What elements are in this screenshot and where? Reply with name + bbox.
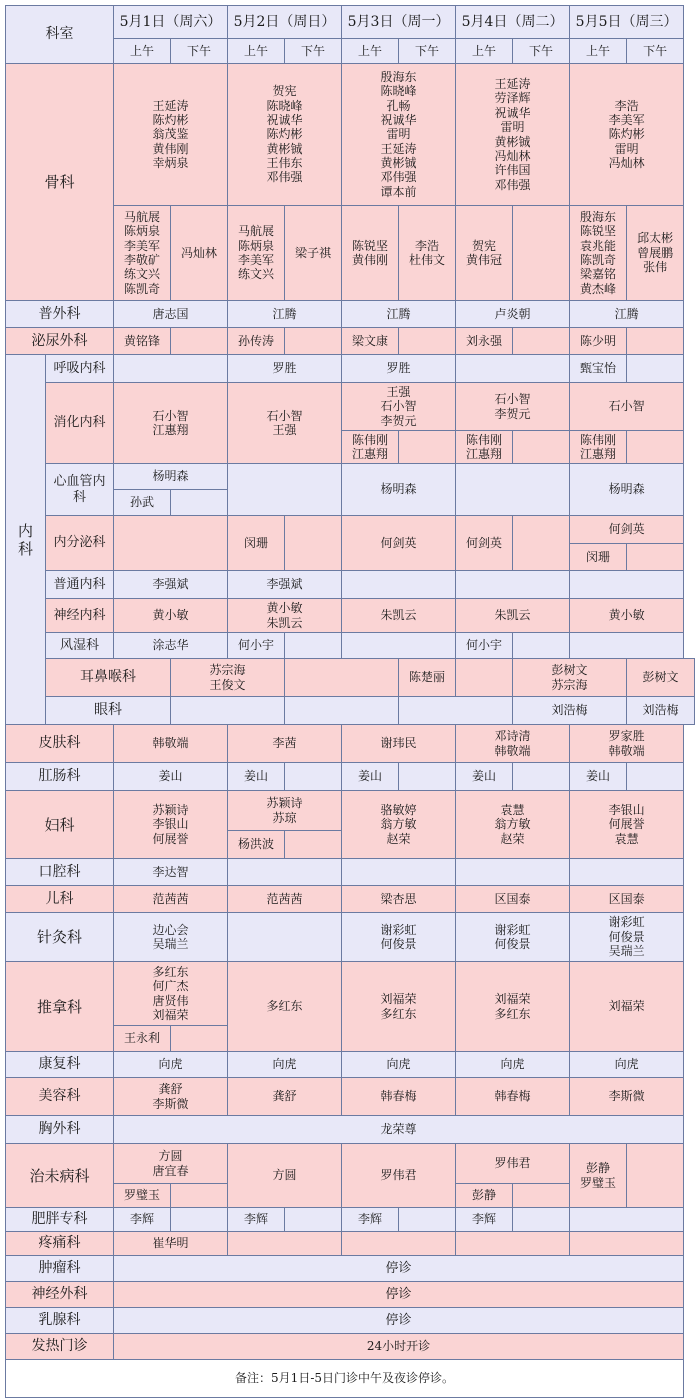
doctor-cell: 向虎	[228, 1052, 342, 1078]
doctor-list: 殷海东 陈锐坚 袁兆能 陈凯奇 梁嘉铭 黄杰峰	[580, 209, 617, 296]
doctor-list: 刘福荣 多红东	[494, 992, 531, 1021]
doctor-list: 陈锐坚 黄伟刚	[352, 238, 389, 267]
doctor-cell: 韩春梅	[456, 1078, 570, 1116]
doctor-cell: 朱凯云	[456, 599, 570, 633]
doctor-cell: 龚舒	[228, 1078, 342, 1116]
day-header-2: 5月2日（周日）	[228, 6, 342, 39]
dept-gastroenterology: 消化内科	[46, 383, 114, 464]
dept-preventive: 治未病科	[6, 1144, 114, 1208]
dept-gynecology: 妇科	[6, 791, 114, 859]
dept-pain: 疼痛科	[6, 1232, 114, 1256]
doctor-list: 谢彩虹 何俊景	[494, 922, 531, 951]
dept-oncology: 肿瘤科	[6, 1256, 114, 1282]
dept-obesity: 肥胖专科	[6, 1208, 114, 1232]
doctor-cell: 罗伟君	[342, 1144, 456, 1208]
open-24h-cell: 24小时开诊	[114, 1334, 684, 1360]
dept-orthopedics: 骨科	[6, 64, 114, 301]
doctor-cell: 谢玮民	[342, 725, 456, 763]
doctor-cell: 向虎	[570, 1052, 684, 1078]
dept-ophthalmology: 眼科	[46, 697, 171, 725]
doctor-cell: 江腾	[570, 301, 684, 328]
doctor-list: 骆敏婷 翁方敏 赵荣	[380, 802, 417, 846]
dept-dermatology: 皮肤科	[6, 725, 114, 763]
doctor-cell: 姜山	[228, 763, 285, 791]
doctor-list: 李银山 何展誉 袁慧	[608, 802, 645, 846]
doctor-cell: 陈少明	[570, 328, 627, 355]
doctor-cell: 刘浩梅	[627, 697, 695, 725]
closed-cell: 停诊	[114, 1282, 684, 1308]
doctor-cell: 闵珊	[228, 516, 285, 571]
doctor-cell: 李强斌	[114, 571, 228, 599]
doctor-cell: 何剑英	[342, 516, 456, 571]
dept-general-internal: 普通内科	[46, 571, 114, 599]
am-header: 上午	[456, 39, 513, 64]
doctor-list: 彭树文 苏宗海	[551, 663, 588, 692]
dept-pediatrics: 儿科	[6, 886, 114, 913]
doctor-cell: 杨洪波	[228, 831, 285, 859]
closed-cell: 停诊	[114, 1308, 684, 1334]
doctor-cell: 陈楚丽	[399, 659, 456, 697]
doctor-cell: 何剑英	[570, 516, 684, 544]
doctor-cell: 江腾	[228, 301, 342, 328]
doctor-list: 马航展 陈炳泉 李美军 练文兴	[238, 224, 275, 282]
dept-fever-clinic: 发热门诊	[6, 1334, 114, 1360]
closed-cell: 停诊	[114, 1256, 684, 1282]
doctor-cell: 杨明森	[114, 464, 228, 490]
doctor-cell: 唐志国	[114, 301, 228, 328]
doctor-list: 边心会 吴瑞兰	[152, 922, 189, 951]
doctor-list: 苏颖诗 苏琼	[266, 796, 303, 825]
doctor-cell: 刘浩梅	[513, 697, 627, 725]
doctor-list: 王延涛 陈灼彬 翁茂鉴 黄伟刚 幸炳泉	[152, 98, 189, 171]
pm-header: 下午	[171, 39, 228, 64]
day-header-1: 5月1日（周六）	[114, 6, 228, 39]
doctor-cell: 梁杏思	[342, 886, 456, 913]
doctor-cell: 孙传涛	[228, 328, 285, 355]
dept-neurosurgery: 神经外科	[6, 1282, 114, 1308]
doctor-cell: 李辉	[114, 1208, 171, 1232]
doctor-list: 王延涛 劳泽辉 祝诚华 雷明 黄彬铖 冯灿林 许伟国 邓伟强	[494, 76, 531, 192]
doctor-cell: 向虎	[342, 1052, 456, 1078]
dept-acupuncture: 针灸科	[6, 913, 114, 962]
dept-urology: 泌尿外科	[6, 328, 114, 355]
dept-thoracic: 胸外科	[6, 1116, 114, 1144]
dept-ent: 耳鼻喉科	[46, 659, 171, 697]
doctor-cell: 杨明森	[342, 464, 456, 516]
dept-rehabilitation: 康复科	[6, 1052, 114, 1078]
doctor-list: 陈伟刚 江惠翔	[352, 432, 389, 461]
doctor-cell: 姜山	[570, 763, 627, 791]
dept-cardiology: 心血管内科	[46, 464, 114, 516]
doctor-list: 罗家胜 韩敬端	[608, 729, 645, 758]
doctor-cell: 区国泰	[456, 886, 570, 913]
doctor-cell: 彭树文	[627, 659, 695, 697]
doctor-cell: 杨明森	[570, 464, 684, 516]
am-header: 上午	[570, 39, 627, 64]
doctor-cell: 区国泰	[570, 886, 684, 913]
pm-header: 下午	[627, 39, 684, 64]
doctor-cell: 黄铭锋	[114, 328, 171, 355]
day-header-4: 5月4日（周二）	[456, 6, 570, 39]
dept-respiratory: 呼吸内科	[46, 355, 114, 383]
doctor-list: 王强 石小智 李贺元	[380, 384, 417, 428]
doctor-cell: 罗胜	[342, 355, 456, 383]
doctor-cell: 韩敬端	[114, 725, 228, 763]
doctor-cell: 李辉	[342, 1208, 399, 1232]
doctor-list: 苏颖诗 李银山 何展誉	[152, 802, 189, 846]
doctor-cell: 孙武	[114, 490, 171, 516]
doctor-list: 梁子祺	[295, 245, 332, 260]
doctor-list: 邱太彬 曾展鹏 张伟	[637, 231, 674, 275]
doctor-list: 冯灿林	[181, 245, 218, 260]
doctor-cell: 闵珊	[570, 544, 627, 571]
doctor-cell: 姜山	[456, 763, 513, 791]
doctor-cell: 多红东	[228, 962, 342, 1052]
doctor-list: 石小智 江惠翔	[152, 408, 189, 437]
doctor-list: 谢彩虹 何俊景 吴瑞兰	[608, 915, 645, 959]
doctor-cell: 李斯微	[570, 1078, 684, 1116]
dept-cosmetology: 美容科	[6, 1078, 114, 1116]
doctor-cell: 何小宇	[228, 633, 285, 659]
doctor-cell: 梁文康	[342, 328, 399, 355]
doctor-list: 石小智	[608, 399, 645, 414]
doctor-cell: 向虎	[456, 1052, 570, 1078]
pm-header: 下午	[285, 39, 342, 64]
doctor-list: 陈伟刚 江惠翔	[466, 432, 503, 461]
dept-general-surgery: 普外科	[6, 301, 114, 328]
doctor-list: 黄小敏 朱凯云	[266, 601, 303, 630]
doctor-list: 陈伟刚 江惠翔	[580, 432, 617, 461]
dept-tuina: 推拿科	[6, 962, 114, 1052]
doctor-list: 多红东 何广杰 唐贤伟 刘福荣	[152, 964, 189, 1022]
doctor-cell: 向虎	[114, 1052, 228, 1078]
doctor-list: 苏宗海 王俊文	[209, 663, 246, 692]
doctor-cell: 刘福荣	[570, 962, 684, 1052]
doctor-cell: 李茜	[228, 725, 342, 763]
day-header-3: 5月3日（周一）	[342, 6, 456, 39]
doctor-cell: 甄宝怡	[570, 355, 627, 383]
doctor-list: 贺宪 黄伟冠	[466, 238, 503, 267]
doctor-cell: 韩春梅	[342, 1078, 456, 1116]
doctor-cell: 范茜茜	[228, 886, 342, 913]
doctor-cell: 何小宇	[456, 633, 513, 659]
doctor-cell: 李辉	[228, 1208, 285, 1232]
day-header-5: 5月5日（周三）	[570, 6, 684, 39]
dept-internal-medicine: 内 科	[6, 355, 46, 725]
doctor-cell: 崔华明	[114, 1232, 228, 1256]
doctor-cell: 方圆	[228, 1144, 342, 1208]
dept-stomatology: 口腔科	[6, 859, 114, 886]
doctor-list: 殷海东 陈晓峰 孔畅 祝诚华 雷明 王延涛 黄彬铖 邓伟强 谭本前	[380, 69, 417, 199]
doctor-cell: 彭静	[456, 1184, 513, 1208]
doctor-cell: 涂志华	[114, 633, 228, 659]
doctor-cell: 何剑英	[456, 516, 513, 571]
am-header: 上午	[228, 39, 285, 64]
doctor-list: 李浩 李美军 陈灼彬 雷明 冯灿林	[608, 98, 645, 171]
doctor-list: 刘福荣 多红东	[380, 992, 417, 1021]
doctor-list: 龚舒 李斯微	[152, 1082, 189, 1111]
pm-header: 下午	[399, 39, 456, 64]
doctor-cell: 李辉	[456, 1208, 513, 1232]
doctor-cell: 李强斌	[228, 571, 342, 599]
doctor-cell: 罗胜	[228, 355, 342, 383]
doctor-list: 谢彩虹 何俊景	[380, 922, 417, 951]
doctor-cell: 罗璧玉	[114, 1184, 171, 1208]
dept-neurology: 神经内科	[46, 599, 114, 633]
doctor-cell: 江腾	[342, 301, 456, 328]
doctor-list: 马航展 陈炳泉 李美军 李敬矿 练文兴 陈凯奇	[123, 209, 160, 296]
doctor-cell: 黄小敏	[570, 599, 684, 633]
doctor-cell: 刘永强	[456, 328, 513, 355]
doctor-list: 邓诗清 韩敬端	[494, 729, 531, 758]
doctor-list: 袁慧 翁方敏 赵荣	[494, 802, 531, 846]
dept-header: 科室	[6, 6, 114, 64]
doctor-list: 方圆 唐宜春	[152, 1149, 189, 1178]
doctor-list: 石小智 王强	[266, 408, 303, 437]
pm-header: 下午	[513, 39, 570, 64]
doctor-cell: 黄小敏	[114, 599, 228, 633]
dept-anorectal: 肛肠科	[6, 763, 114, 791]
dept-breast: 乳腺科	[6, 1308, 114, 1334]
dept-rheumatology: 风湿科	[46, 633, 114, 659]
doctor-cell: 李达智	[114, 859, 228, 886]
doctor-cell: 罗伟君	[456, 1144, 570, 1184]
doctor-list: 贺宪 陈晓峰 祝诚华 陈灼彬 黄彬铖 王伟东 邓伟强	[266, 84, 303, 185]
doctor-cell: 卢炎朝	[456, 301, 570, 328]
footnote: 备注：5月1日-5日门诊中午及夜诊停诊。	[6, 1360, 684, 1398]
am-header: 上午	[114, 39, 171, 64]
doctor-list: 石小智 李贺元	[494, 392, 531, 421]
outpatient-schedule-table	[5, 5, 695, 1398]
doctor-list: 彭静 罗璧玉	[580, 1161, 617, 1190]
am-header: 上午	[342, 39, 399, 64]
doctor-cell: 范茜茜	[114, 886, 228, 913]
doctor-cell: 姜山	[342, 763, 399, 791]
doctor-list: 李浩 杜伟文	[409, 238, 446, 267]
doctor-cell: 王永利	[114, 1026, 171, 1052]
doctor-cell: 龙荣尊	[114, 1116, 684, 1144]
doctor-cell: 朱凯云	[342, 599, 456, 633]
doctor-cell: 姜山	[114, 763, 228, 791]
dept-endocrinology: 内分泌科	[46, 516, 114, 571]
